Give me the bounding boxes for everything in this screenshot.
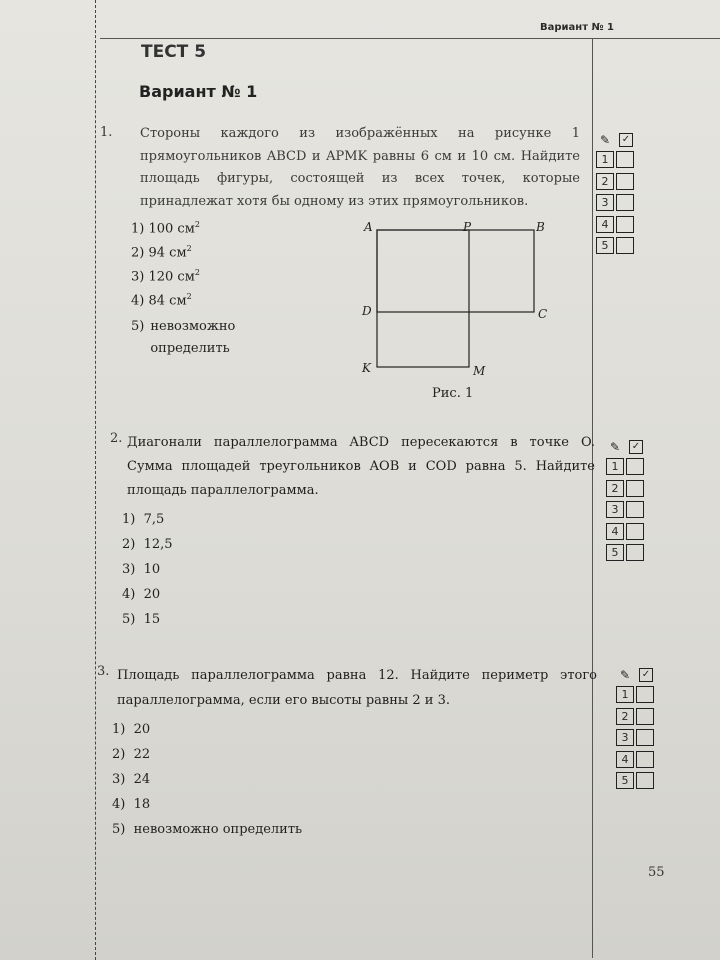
option-text: 24 bbox=[133, 772, 151, 787]
answer-checkbox[interactable] bbox=[616, 237, 634, 254]
answer-checkbox[interactable] bbox=[616, 151, 634, 168]
option-5 bbox=[131, 316, 341, 368]
option-text: 7,5 bbox=[143, 512, 165, 527]
answer-checkbox[interactable] bbox=[636, 686, 654, 703]
answer-row-3 bbox=[596, 194, 646, 216]
page-number: 55 bbox=[648, 865, 665, 880]
option-2 bbox=[112, 747, 412, 772]
option-superscript: 2 bbox=[194, 220, 200, 229]
option-text: 18 bbox=[133, 797, 151, 812]
option-2 bbox=[122, 537, 322, 562]
answer-number-box: 5 bbox=[606, 544, 624, 561]
answer-number-box: 2 bbox=[596, 173, 614, 190]
answer-row-1 bbox=[606, 458, 656, 480]
option-1 bbox=[112, 722, 412, 747]
option-1 bbox=[122, 512, 322, 537]
answer-number-box: 1 bbox=[616, 686, 634, 703]
question-3-number: 3. bbox=[97, 664, 110, 679]
option-number: 4) bbox=[112, 797, 126, 812]
answer-row-5 bbox=[596, 237, 646, 259]
option-number: 4) bbox=[122, 587, 136, 602]
option-5 bbox=[112, 822, 412, 847]
answer-number-box: 5 bbox=[616, 772, 634, 789]
option-number: 2) bbox=[122, 537, 136, 552]
option-text: 20 bbox=[133, 722, 151, 737]
point-b-label: B bbox=[536, 220, 545, 234]
answer-grid-header bbox=[596, 133, 646, 151]
check-icon: ✓ bbox=[629, 440, 643, 454]
answer-checkbox[interactable] bbox=[616, 173, 634, 190]
answer-number-box: 4 bbox=[596, 216, 614, 233]
question-2-text: Диагонали параллелограмма ABCD пересекаются в точке O. Сумма площадей треугольников AOB и COD равна 5. Найдите площадь параллелограмма. bbox=[127, 435, 595, 498]
option-text: 15 bbox=[143, 612, 161, 627]
answer-row-1 bbox=[596, 151, 646, 173]
question-2-number: 2. bbox=[110, 431, 123, 446]
rectangles-diagram bbox=[350, 218, 570, 408]
option-number: 5) bbox=[122, 612, 136, 627]
option-2 bbox=[131, 244, 341, 268]
answer-grid-3 bbox=[616, 668, 666, 794]
running-head: Вариант № 1 bbox=[540, 22, 614, 33]
pen-icon: ✎ bbox=[620, 668, 631, 682]
option-text: 94 см bbox=[148, 245, 187, 261]
option-number: 5) bbox=[131, 319, 145, 334]
cut-line bbox=[95, 0, 96, 960]
check-icon: ✓ bbox=[639, 668, 653, 682]
point-k-label: K bbox=[362, 361, 371, 375]
header-rule bbox=[100, 38, 720, 39]
question-3-text: Площадь параллелограмма равна 12. Найдите периметр этого параллелограмма, если его высоты равны 2 и 3. bbox=[117, 668, 597, 708]
option-4 bbox=[122, 587, 322, 612]
answer-row-3 bbox=[606, 501, 656, 523]
answer-checkbox[interactable] bbox=[626, 458, 644, 475]
answer-number-box: 3 bbox=[606, 501, 624, 518]
answer-row-3 bbox=[616, 729, 666, 751]
answer-grid-1 bbox=[596, 133, 646, 259]
answer-checkbox[interactable] bbox=[636, 708, 654, 725]
answer-row-4 bbox=[616, 751, 666, 773]
answer-row-2 bbox=[596, 173, 646, 195]
figure-1 bbox=[350, 218, 570, 408]
answer-row-5 bbox=[606, 544, 656, 566]
answer-checkbox[interactable] bbox=[616, 194, 634, 211]
answer-checkbox[interactable] bbox=[616, 216, 634, 233]
answer-checkbox[interactable] bbox=[636, 772, 654, 789]
question-1-options bbox=[131, 220, 341, 368]
question-1-number: 1. bbox=[100, 125, 113, 140]
answer-number-box: 3 bbox=[616, 729, 634, 746]
answer-row-4 bbox=[606, 523, 656, 545]
option-number: 2) bbox=[131, 245, 145, 261]
answer-number-box: 2 bbox=[616, 708, 634, 725]
answer-grid-header bbox=[606, 440, 656, 458]
option-text: 22 bbox=[133, 747, 151, 762]
question-2-options bbox=[122, 512, 322, 637]
option-number: 4) bbox=[131, 293, 145, 309]
option-text: невозможно определить bbox=[150, 319, 236, 356]
option-4 bbox=[112, 797, 412, 822]
pen-icon: ✎ bbox=[610, 440, 621, 454]
option-3 bbox=[131, 268, 341, 292]
answer-checkbox[interactable] bbox=[626, 523, 644, 540]
option-1 bbox=[131, 220, 341, 244]
point-p-label: P bbox=[463, 220, 472, 234]
option-text: невозможно определить bbox=[133, 822, 303, 837]
option-text: 84 см bbox=[148, 293, 187, 309]
option-number: 5) bbox=[112, 822, 126, 837]
answer-checkbox[interactable] bbox=[636, 729, 654, 746]
option-superscript: 2 bbox=[186, 292, 192, 301]
answer-checkbox[interactable] bbox=[626, 480, 644, 497]
answer-checkbox[interactable] bbox=[626, 544, 644, 561]
question-1-text: Стороны каждого из изображённых на рисунке 1 прямоугольников ABCD и APMK равны 6 см и 10 см. Найдите площадь фигуры, состоящей из всех точек, которые принадлежат хотя бы одному из этих прямоугольников. bbox=[140, 126, 580, 209]
option-number: 3) bbox=[122, 562, 136, 577]
test-title: ТЕСТ 5 bbox=[141, 42, 207, 62]
option-number: 2) bbox=[112, 747, 126, 762]
option-number: 3) bbox=[112, 772, 126, 787]
option-text: 20 bbox=[143, 587, 161, 602]
option-number: 1) bbox=[122, 512, 136, 527]
rectangle-apmk bbox=[377, 230, 469, 367]
answer-number-box: 2 bbox=[606, 480, 624, 497]
option-5 bbox=[122, 612, 322, 637]
option-superscript: 2 bbox=[186, 244, 192, 253]
point-d-label: D bbox=[362, 304, 372, 318]
answer-checkbox[interactable] bbox=[636, 751, 654, 768]
point-c-label: C bbox=[538, 307, 548, 321]
pen-icon: ✎ bbox=[600, 133, 611, 147]
option-number: 1) bbox=[112, 722, 126, 737]
variant-title: Вариант № 1 bbox=[139, 82, 258, 101]
question-3-options bbox=[112, 722, 412, 847]
option-text: 100 см bbox=[148, 221, 195, 237]
option-3 bbox=[122, 562, 322, 587]
answer-row-2 bbox=[616, 708, 666, 730]
point-a-label: A bbox=[364, 220, 373, 234]
answer-row-1 bbox=[616, 686, 666, 708]
answer-number-box: 3 bbox=[596, 194, 614, 211]
option-text: 12,5 bbox=[143, 537, 173, 552]
option-number: 1) bbox=[131, 221, 145, 237]
rectangle-abcd bbox=[377, 230, 534, 312]
answer-number-box: 4 bbox=[616, 751, 634, 768]
option-text: 120 см bbox=[148, 269, 195, 285]
answer-checkbox[interactable] bbox=[626, 501, 644, 518]
point-m-label: M bbox=[473, 364, 486, 378]
answer-row-5 bbox=[616, 772, 666, 794]
answer-number-box: 4 bbox=[606, 523, 624, 540]
option-superscript: 2 bbox=[194, 268, 200, 277]
check-icon: ✓ bbox=[619, 133, 633, 147]
answer-number-box: 1 bbox=[596, 151, 614, 168]
option-3 bbox=[112, 772, 412, 797]
answer-row-4 bbox=[596, 216, 646, 238]
answer-grid-header bbox=[616, 668, 666, 686]
answer-grid-2 bbox=[606, 440, 656, 566]
answer-number-box: 1 bbox=[606, 458, 624, 475]
option-4 bbox=[131, 292, 341, 316]
answer-row-2 bbox=[606, 480, 656, 502]
option-text: 10 bbox=[143, 562, 161, 577]
answer-number-box: 5 bbox=[596, 237, 614, 254]
option-number: 3) bbox=[131, 269, 145, 285]
figure-caption: Рис. 1 bbox=[432, 386, 474, 401]
